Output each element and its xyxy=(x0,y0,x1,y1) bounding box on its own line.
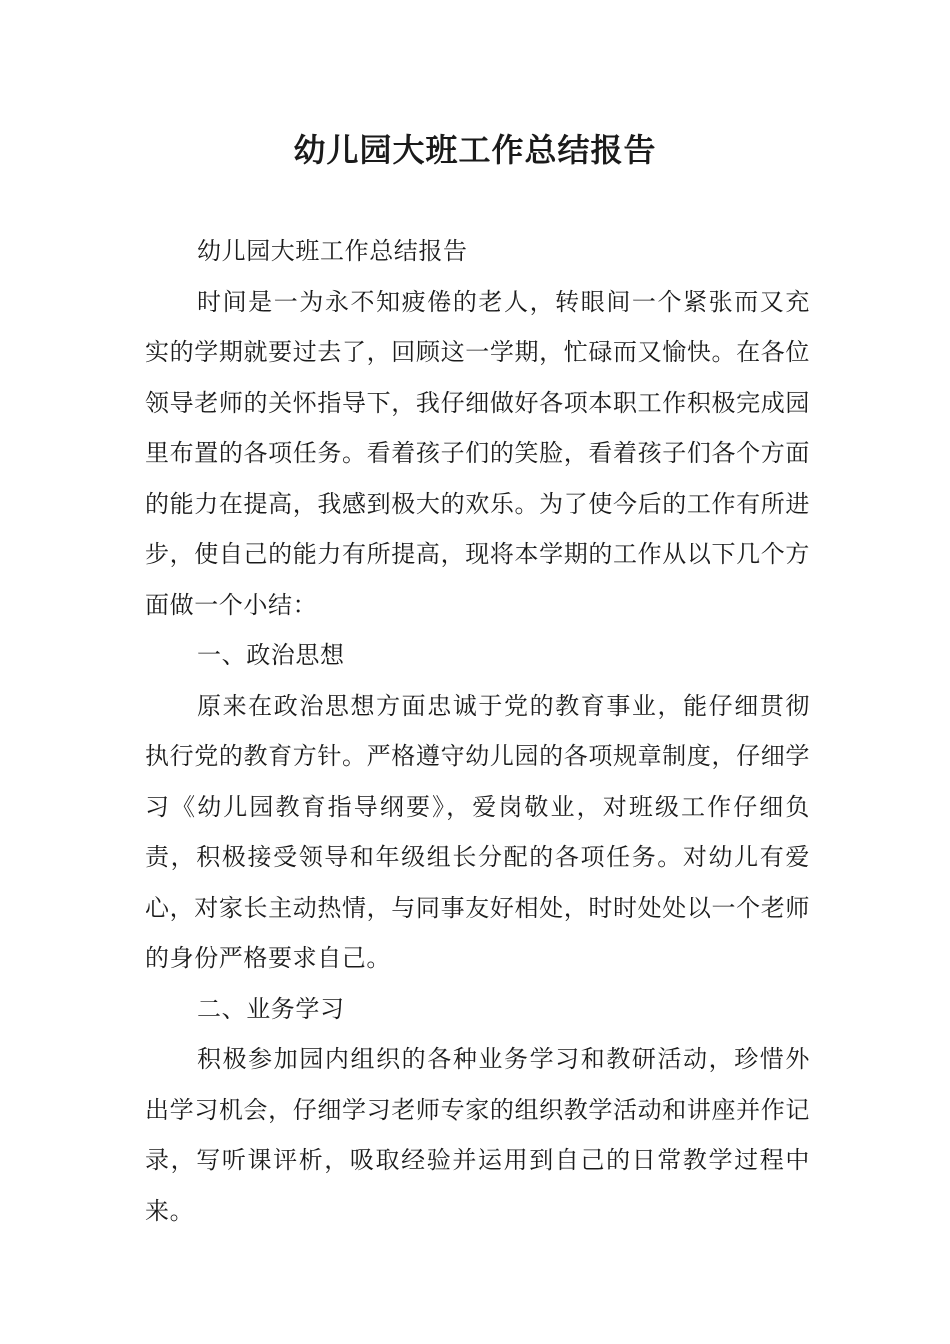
study-paragraph: 积极参加园内组织的各种业务学习和教研活动，珍惜外出学习机会，仔细学习老师专家的组织教学活动和讲座并作记录，写听课评析，吸取经验并运用到自己的日常教学过程中来。 xyxy=(145,1045,810,1225)
document-title: 幼儿园大班工作总结报告 xyxy=(293,131,657,169)
politics-paragraph: 原来在政治思想方面忠诚于党的教育事业，能仔细贯彻执行党的教育方针。严格遵守幼儿园的各项规章制度，仔细学习《幼儿园教育指导纲要》，爱岗敬业，对班级工作仔细负责，积极接受领导和年级组长分配的各项任务。对幼儿有爱心，对家长主动热情，与同事友好相处，时时处处以一个老师的身份严格要求自己。 xyxy=(145,691,810,972)
intro-paragraph: 时间是一为永不知疲倦的老人，转眼间一个紧张而又充实的学期就要过去了，回顾这一学期，忙碌而又愉快。在各位领导老师的关怀指导下，我仔细做好各项本职工作积极完成园里布置的各项任务。看着孩子们的笑脸，看着孩子们各个方面的能力在提高，我感到极大的欢乐。为了使今后的工作有所进步，使自己的能力有所提高，现将本学期的工作从以下几个方面做一个小结： xyxy=(145,287,810,619)
section-heading-study: 二、业务学习 xyxy=(197,994,345,1023)
document-body xyxy=(145,226,810,1236)
subtitle-paragraph: 幼儿园大班工作总结报告 xyxy=(197,237,468,265)
section-heading-politics: 一、政治思想 xyxy=(197,641,345,669)
